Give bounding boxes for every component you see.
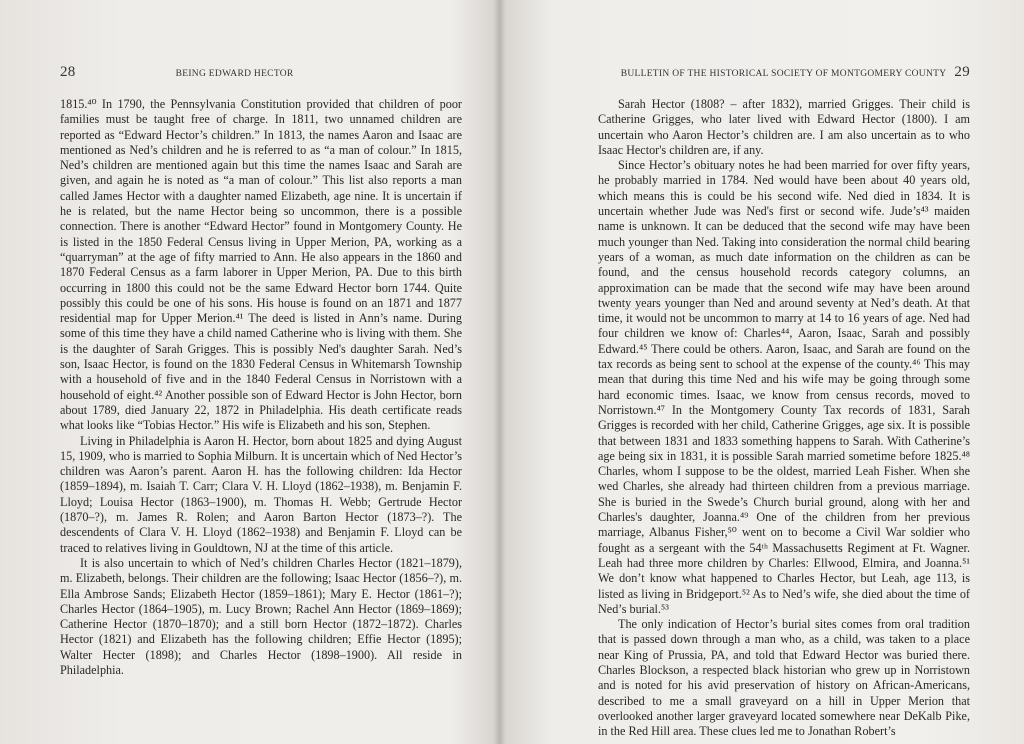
right-page-header (594, 64, 970, 81)
paragraph: The only indication of Hector’s burial sites comes from oral tradition that is passed down through a man who, as a child, was taken to a place near King of Prussia, PA, and told that Edward Hector was buried there. Charles Blockson, a respected black historian who grew up in Norristown and is noted for his avid preservation of history on African-Americans, described to me a small graveyard on a hill in Upper Merion that overlooked another larger graveyard located somewhere near DeKalb Pike, in the Red Hill area. These clues led me to Jonathan Robert’s (598, 617, 970, 739)
paragraph: Living in Philadelphia is Aaron H. Hector, born about 1825 and dying August 15, 1909, who is married to Sophia Milburn. It is uncertain which of Ned Hector’s children was Aaron’s parent. Aaron H. has the following children: Ida Hector (1859–1894), m. Isaiah T. Carr; Clara V. H. Lloyd (1862–1938), m. Benjamin F. Lloyd; Louisa Hector (1863–1900), m. Thomas H. Webb; Gertrude Hector (1870–?), m. James R. Rolen; and Aaron Barton Hector (1873–?). The descendents of Clara V. H. Lloyd (1862–1938) and Benjamin F. Lloyd can be traced to relatives living in Gouldtown, NJ at the time of this article. (60, 433, 462, 555)
paragraph: Sarah Hector (1808? – after 1832), married Grigges. Their child is Catherine Grigges, who later lived with Edward Hector (1800). I am uncertain who Aaron Hector’s children are. I am also uncertain as to who Isaac Hector's children are, if any. (598, 97, 970, 157)
paragraph: It is also uncertain to which of Ned’s children Charles Hector (1821–1879), m. Elizabeth, belongs. Their children are the following; Isaac Hector (1856–?), m. Ella Ambrose Sands; Elizabeth Hector (1859–1861); Mary E. Hector (1861–?); Charles Hector (1864–1905), m. Lucy Brown; Rachel Ann Hector (1869–1869); Catherine Hector (1870–1870); and a still born Hector (1872–1872). Charles Hector (1821) and Elizabeth has the following children; Effie Hector (1895); Walter Hecter (1898); and Charles Hector (1898–1900). All reside in Philadelphia. (60, 555, 462, 677)
left-page-header (60, 64, 468, 81)
right-page (504, 0, 1024, 744)
right-page-body (598, 97, 970, 739)
paragraph: 1815.⁴⁰ In 1790, the Pennsylvania Constitution provided that children of poor families must be taught free of charge. In 1811, two unnamed children are reported as “Edward Hector’s children.” In 1813, the names Aaron and Isaac are mentioned as Ned’s children and he is referred to as “a man of colour.” In 1815, Ned’s children are mentioned again but this time the names Isaac and Sarah are given, and again he is noted as “a man of colour.” This list also reports a man called James Hector with a daughter named Elizabeth, age nine. It is uncertain if he is related, but the name Hector being so uncommon, there is a possible connection. There is another “Edward Hector” found in Montgomery County. He is listed in the 1850 Federal Census living in Upper Merion, PA, working as a “quarryman” at the age of fifty married to Ann. He also appears in the 1860 and 1870 Federal Census as a farm laborer in Upper Merion, PA. Due to this birth occurring in 1800 this could not be the same Edward Hector born 1744. Quite possibly this could be one of his sons. His house is found on an 1871 and 1877 residential map for Upper Merion.⁴¹ The deed is listed in Ann’s name. During some of this time they have a child named Catherine who is living with them. She is the daughter of Sarah Grigges. This is possibly Ned's daughter Sarah. Ned’s son, Isaac Hector, is found on the 1830 Federal Census in Whitemarsh Township with a household of five and in the 1840 Federal Census in Norristown with a household of eight.⁴² Another possible son of Edward Hector is John Hector, born about 1789, died January 22, 1872 in Philadelphia. His death certificate reads what looks like “Tobias Hector.” His wife is Elizabeth and his son, Stephen. (60, 97, 462, 433)
left-page (0, 0, 492, 744)
paragraph: Since Hector’s obituary notes he had been married for over fifty years, he probably married in 1784. Ned would have been about 40 years old, which means this is could be his second wife. Ned died in 1834. It is uncertain whether Jude was Ned's first or second wife. Jude’s⁴³ maiden name is unknown. It can be deduced that the second wife may have been much younger than Ned. Taking into consideration the normal child bearing years of a woman, as much date information on the children as can be found, and the census household records category columns, an approximation can be made that the second wife may have been around twenty years younger than Ned and around seventy at Ned’s death. At that time, it would not be uncommon to marry at 14 to 16 years of age. Ned had four children we know of: Charles⁴⁴, Aaron, Isaac, Sarah and possibly Edward.⁴⁵ There could be others. Aaron, Isaac, and Sarah are found on the tax records as being sent to school at the expense of the county.⁴⁶ This may mean that during this time Ned and his wife may be going through some hard economic times. Isaac, we know from census records, moved to Norristown.⁴⁷ In the Montgomery County Tax records of 1831, Sarah Grigges is recorded with her child, Catherine Grigges, age six. It is possible that between 1831 and 1833 something happens to Sarah. With Catherine’s age being six in 1831, it is possible Sarah married sometime before 1825.⁴⁸ Charles, whom I suppose to be the oldest, married Leah Fisher. When she wed Charles, she already had thirteen children from a previous marriage. She is buried in the Swede’s Church burial ground, along with her and Charles's daughter, Joanna.⁴⁹ One of the children from her previous marriage, Albanus Fisher,⁵⁰ went on to become a Civil War soldier who fought as a sergeant with the 54ᵗʰ Massachusetts Regiment at Ft. Wagner. Leah had three more children by Charles: Ellwood, Elmira, and Joanna.⁵¹ We don’t know what happened to Charles Hector, but Leah, age 113, is listed as living in Bridgeport.⁵² As to Ned’s wife, she died about the time of Ned’s burial.⁵³ (598, 158, 970, 616)
running-head: BEING EDWARD HECTOR (175, 69, 294, 79)
running-head: BULLETIN OF THE HISTORICAL SOCIETY OF MONTGOMERY COUNTY (620, 69, 947, 79)
page-number: 28 (60, 64, 76, 80)
page-number: 29 (954, 64, 970, 80)
left-page-body (60, 97, 462, 678)
